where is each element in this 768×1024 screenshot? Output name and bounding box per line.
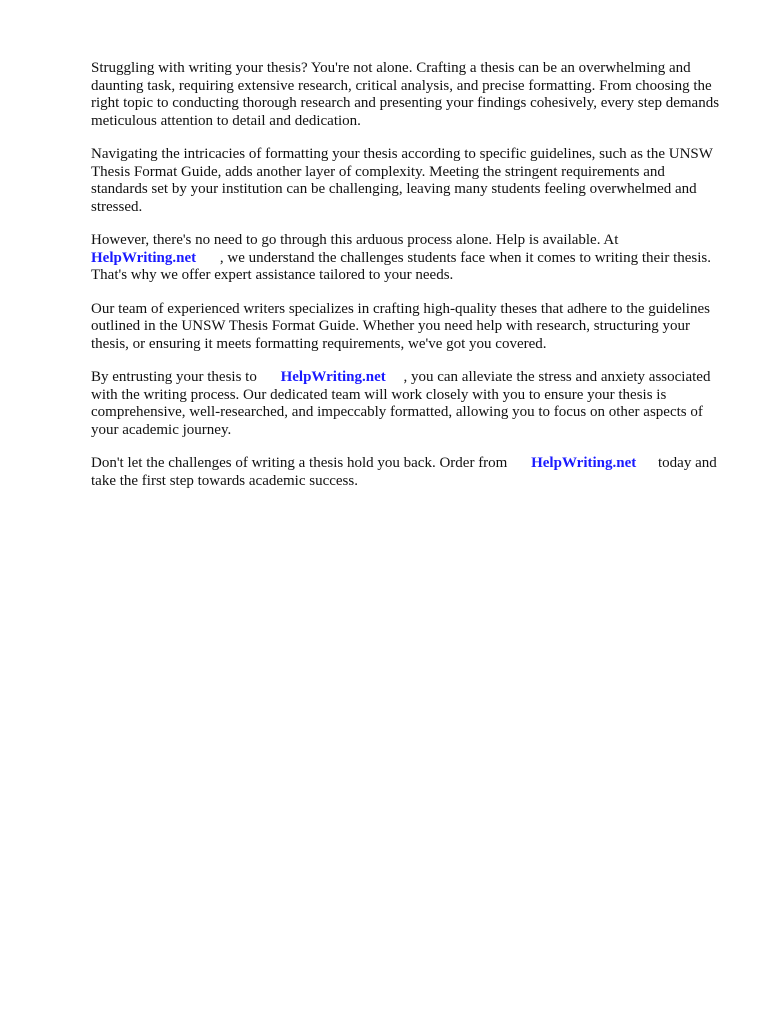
- helpwriting-link-2[interactable]: HelpWriting.net: [280, 369, 386, 385]
- paragraph-entrusting: [91, 369, 721, 439]
- paragraph-intro: [91, 60, 721, 130]
- document-body: [91, 60, 721, 506]
- paragraph-order: [91, 455, 721, 490]
- paragraph-formatting: [91, 146, 721, 216]
- helpwriting-link-3[interactable]: HelpWriting.net: [531, 455, 637, 471]
- paragraph-order-before-text: Don't let the challenges of writing a thesis hold you back. Order from: [91, 455, 508, 471]
- paragraph-help-available: [91, 232, 721, 285]
- paragraph-team-text: Our team of experienced writers specializes in crafting high-quality theses that adhere to the guidelines outlined in the UNSW Thesis Format Guide. Whether you need help with research, structuring your thesis, or ensuring it meets formatting requirements, we've got you covered.: [91, 300, 710, 352]
- paragraph-help-after-text: , we understand the challenges students face when it comes to writing their thesis. That's why we offer expert assistance tailored to your needs.: [91, 249, 712, 283]
- paragraph-intro-text: Struggling with writing your thesis? You're not alone. Crafting a thesis can be an overwhelming and daunting task, requiring extensive research, critical analysis, and precise formatting. From choosing the right topic to conducting thorough research and presenting your findings cohesively, every step demands meticulous attention to detail and dedication.: [91, 60, 720, 129]
- paragraph-entrusting-after-text: , you can alleviate the stress and anxiety associated with the writing process. Our dedicated team will work closely with you to ensure your thesis is comprehensive, well-researched, and impeccably formatted, allowing you to focus on other aspects of your academic journey.: [91, 369, 711, 438]
- helpwriting-link-1[interactable]: HelpWriting.net: [91, 249, 197, 266]
- paragraph-formatting-text: Navigating the intricacies of formatting your thesis according to specific guidelines, such as the UNSW Thesis Format Guide, adds another layer of complexity. Meeting the stringent requirements and standards set by your institution can be challenging, leaving many students feeling overwhelmed and stressed.: [91, 146, 713, 215]
- paragraph-order-after-text: today and take the first step towards academic success.: [91, 455, 717, 489]
- paragraph-team: [91, 301, 721, 354]
- paragraph-help-before-text: However, there's no need to go through this arduous process alone. Help is available. At: [91, 232, 619, 248]
- paragraph-entrusting-before-text: By entrusting your thesis to: [91, 369, 257, 385]
